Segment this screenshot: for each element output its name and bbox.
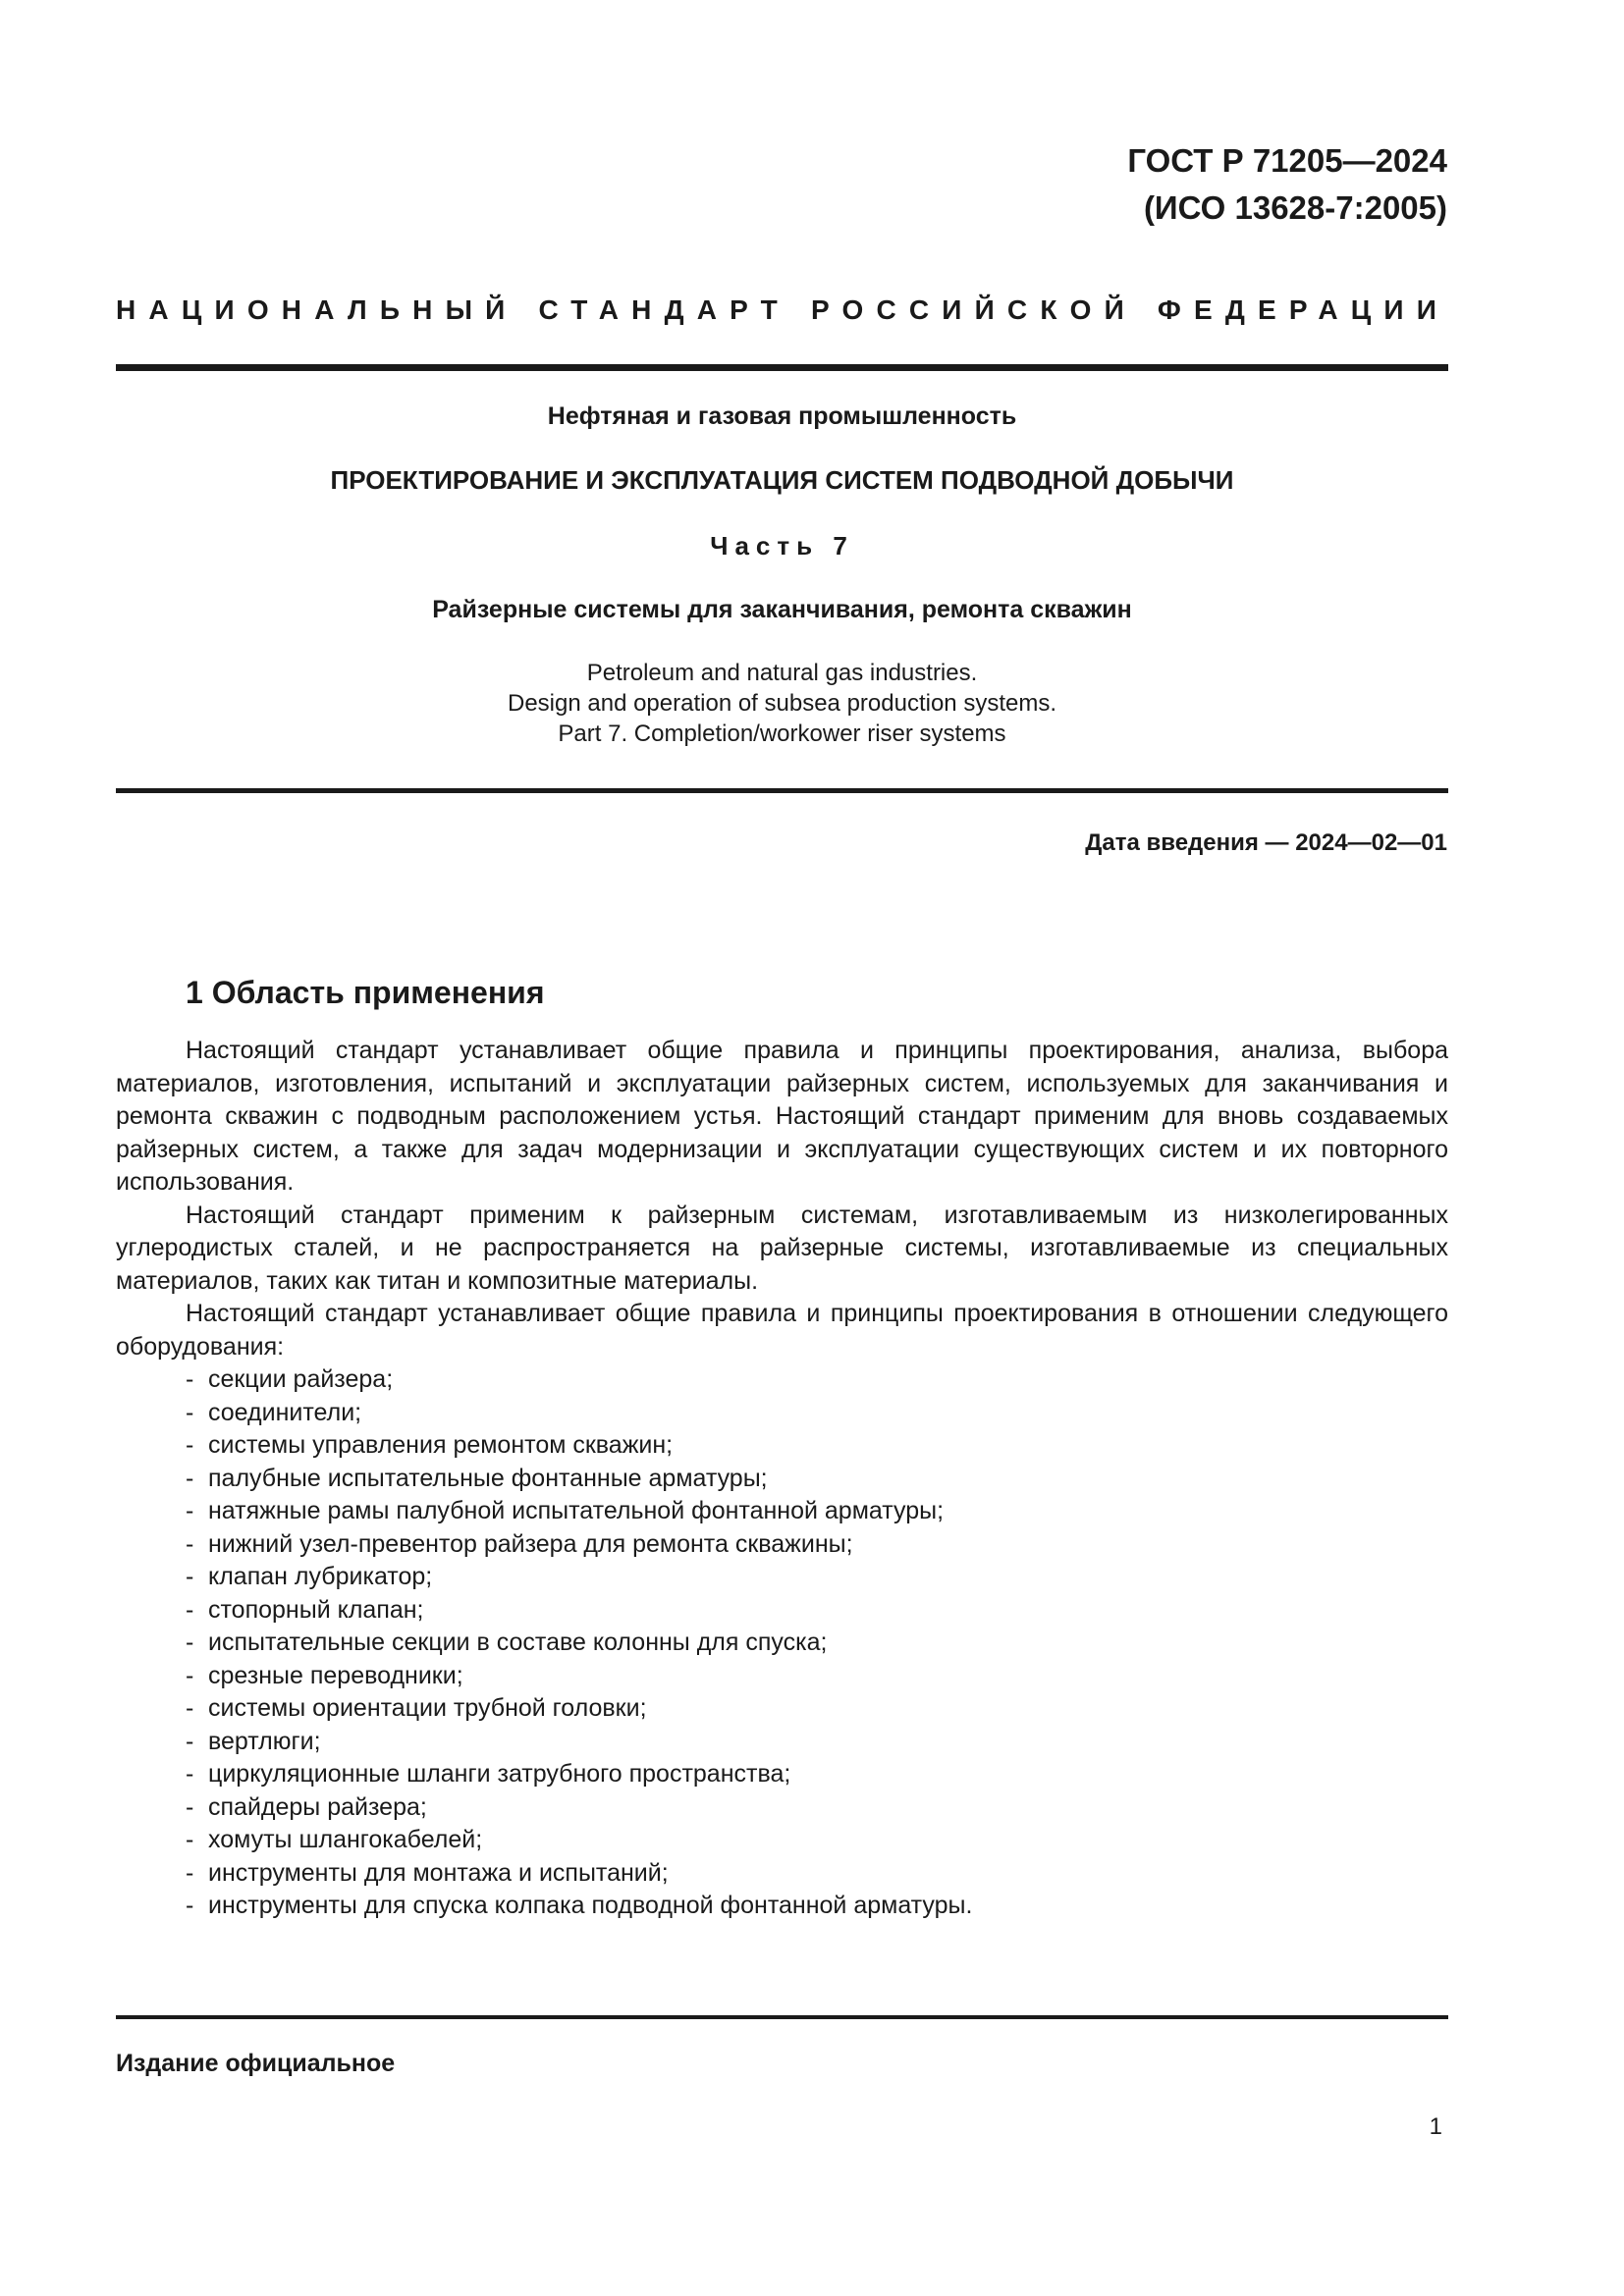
- list-item: - системы управления ремонтом скважин;: [186, 1429, 1448, 1463]
- body-paragraph: Настоящий стандарт устанавливает общие правила и принципы проектирования, анализа, выбора материалов, изготовления, испытаний и эксплуатации райзерных систем, используемых для заканчивания и ремонта скважин с подводным расположением устья. Настоящий стандарт применим для вновь создаваемых райзерных систем, а также для задач модернизации и эксплуатации существующих систем и их повторного использования.: [116, 1037, 1448, 1196]
- section-heading: 1 Область применения: [186, 975, 545, 1010]
- list-item: - инструменты для спуска колпака подводной фонтанной арматуры.: [186, 1890, 1448, 1923]
- standard-number: ГОСТ Р 71205—2024: [1127, 142, 1447, 179]
- title-divider: [116, 788, 1448, 793]
- part-label: Часть 7: [710, 531, 854, 561]
- list-item: - хомуты шлангокабелей;: [186, 1824, 1448, 1857]
- english-title-block: [116, 658, 1448, 749]
- list-item: - палубные испытательные фонтанные арматуры;: [186, 1463, 1448, 1496]
- national-standard-banner: НАЦИОНАЛЬНЫЙ СТАНДАРТ РОССИЙСКОЙ ФЕДЕРАЦИИ: [116, 294, 1450, 325]
- document-subtitle: Райзерные системы для заканчивания, ремонта скважин: [432, 596, 1132, 623]
- list-item: - соединители;: [186, 1397, 1448, 1430]
- equipment-list: [116, 1363, 1448, 1923]
- list-item: - нижний узел-превентор райзера для ремонта скважины;: [186, 1528, 1448, 1562]
- edition-note: Издание официальное: [116, 2050, 396, 2077]
- list-item: - вертлюги;: [186, 1726, 1448, 1759]
- list-item: - срезные переводники;: [186, 1660, 1448, 1693]
- english-title-line: Design and operation of subsea production systems.: [508, 690, 1056, 717]
- document-title: ПРОЕКТИРОВАНИЕ И ЭКСПЛУАТАЦИЯ СИСТЕМ ПОДВОДНОЙ ДОБЫЧИ: [330, 465, 1234, 495]
- list-item: - секции райзера;: [186, 1363, 1448, 1397]
- footer-divider: [116, 2015, 1448, 2019]
- section-body: [116, 1035, 1448, 1923]
- list-item: - инструменты для монтажа и испытаний;: [186, 1857, 1448, 1891]
- english-title-line: Part 7. Completion/workower riser systems: [558, 721, 1006, 747]
- page-number: 1: [1429, 2113, 1442, 2140]
- list-item: - системы ориентации трубной головки;: [186, 1692, 1448, 1726]
- list-item: - клапан лубрикатор;: [186, 1561, 1448, 1594]
- list-item: - натяжные рамы палубной испытательной фонтанной арматуры;: [186, 1495, 1448, 1528]
- top-divider: [116, 364, 1448, 371]
- standard-number-block: [1127, 137, 1447, 232]
- introduction-date: Дата введения — 2024—02—01: [1085, 829, 1447, 856]
- iso-reference: (ИСО 13628-7:2005): [1143, 189, 1447, 226]
- english-title-line: Petroleum and natural gas industries.: [586, 660, 978, 686]
- industry-heading: Нефтяная и газовая промышленность: [547, 402, 1017, 430]
- list-item: - испытательные секции в составе колонны для спуска;: [186, 1627, 1448, 1660]
- list-item: - стопорный клапан;: [186, 1594, 1448, 1628]
- list-item: - циркуляционные шланги затрубного пространства;: [186, 1758, 1448, 1791]
- list-item: - спайдеры райзера;: [186, 1791, 1448, 1825]
- body-paragraph: Настоящий стандарт устанавливает общие правила и принципы проектирования в отношении следующего оборудования:: [116, 1300, 1448, 1361]
- body-paragraph: Настоящий стандарт применим к райзерным системам, изготавливаемым из низколегированных углеродистых сталей, и не распространяется на райзерные системы, изготавливаемые из специальных материалов, таких как титан и композитные материалы.: [116, 1201, 1448, 1295]
